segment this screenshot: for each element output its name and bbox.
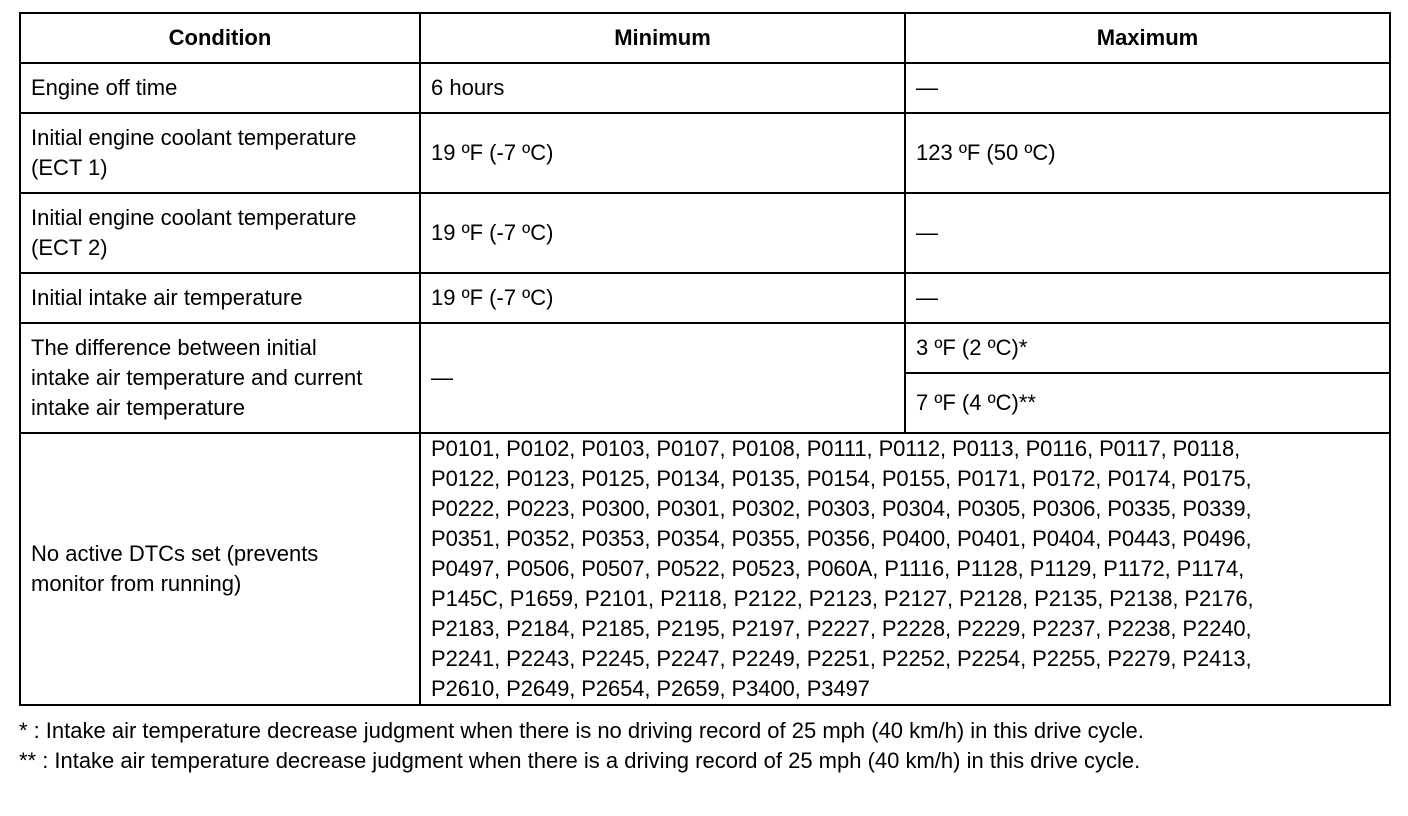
footnote-double-asterisk <box>19 746 1389 776</box>
footnotes <box>19 716 1389 776</box>
condition-line: intake air temperature and current <box>31 365 363 390</box>
condition-cell <box>20 323 420 433</box>
dtc-line: P2183, P2184, P2185, P2195, P2197, P2227, P2228, P2229, P2237, P2238, P2240, <box>431 616 1252 641</box>
header-row <box>20 13 1390 63</box>
condition-line: intake air temperature <box>31 395 245 420</box>
minimum-cell: 19 ºF (-7 ºC) <box>420 193 905 273</box>
footnote-text: Intake air temperature decrease judgment when there is a driving record of 25 mph (40 km/h) in this drive cycle. <box>54 748 1141 773</box>
footnote-mark: ** : <box>19 748 49 773</box>
dtc-line: P0351, P0352, P0353, P0354, P0355, P0356, P0400, P0401, P0404, P0443, P0496, <box>431 526 1252 551</box>
maximum-cell: — <box>905 63 1390 113</box>
dtc-line: P0222, P0223, P0300, P0301, P0302, P0303, P0304, P0305, P0306, P0335, P0339, <box>431 496 1252 521</box>
header-minimum: Minimum <box>420 13 905 63</box>
condition-line: Initial engine coolant temperature <box>31 205 357 230</box>
table-row-difference <box>20 323 1390 373</box>
condition-line: Initial engine coolant temperature <box>31 125 357 150</box>
condition-line: (ECT 2) <box>31 235 108 260</box>
maximum-cell: 123 ºF (50 ºC) <box>905 113 1390 193</box>
table-row-ect1 <box>20 113 1390 193</box>
maximum-cell-b: 7 ºF (4 ºC)** <box>905 373 1390 433</box>
table-row-intake-air <box>20 273 1390 323</box>
dtc-line: P2610, P2649, P2654, P2659, P3400, P3497 <box>431 676 870 701</box>
dtc-line: P0122, P0123, P0125, P0134, P0135, P0154, P0155, P0171, P0172, P0174, P0175, <box>431 466 1252 491</box>
condition-cell <box>20 193 420 273</box>
minimum-cell: 6 hours <box>420 63 905 113</box>
dtc-line: P0101, P0102, P0103, P0107, P0108, P0111, P0112, P0113, P0116, P0117, P0118, <box>431 436 1241 461</box>
minimum-cell: — <box>420 323 905 433</box>
condition-line: (ECT 1) <box>31 155 108 180</box>
condition-cell <box>20 433 420 705</box>
table-row-no-active-dtcs <box>20 433 1390 705</box>
condition-cell: Engine off time <box>20 63 420 113</box>
condition-line: The difference between initial <box>31 335 317 360</box>
minimum-cell: 19 ºF (-7 ºC) <box>420 113 905 193</box>
dtc-list-cell <box>420 433 1390 705</box>
condition-cell: Initial intake air temperature <box>20 273 420 323</box>
document <box>19 12 1389 776</box>
minimum-cell: 19 ºF (-7 ºC) <box>420 273 905 323</box>
condition-line: monitor from running) <box>31 571 242 596</box>
maximum-cell: — <box>905 273 1390 323</box>
condition-line: No active DTCs set (prevents <box>31 541 319 566</box>
header-maximum: Maximum <box>905 13 1390 63</box>
header-condition: Condition <box>20 13 420 63</box>
table-row-engine-off-time <box>20 63 1390 113</box>
condition-cell <box>20 113 420 193</box>
table-row-ect2 <box>20 193 1390 273</box>
dtc-line: P145C, P1659, P2101, P2118, P2122, P2123, P2127, P2128, P2135, P2138, P2176, <box>431 586 1254 611</box>
footnote-mark: * : <box>19 718 40 743</box>
maximum-cell: — <box>905 193 1390 273</box>
dtc-line: P0497, P0506, P0507, P0522, P0523, P060A, P1116, P1128, P1129, P1172, P1174, <box>431 556 1245 581</box>
footnote-text: Intake air temperature decrease judgment when there is no driving record of 25 mph (40 km/h) in this drive cycle. <box>45 718 1144 743</box>
dtc-line: P2241, P2243, P2245, P2247, P2249, P2251, P2252, P2254, P2255, P2279, P2413, <box>431 646 1252 671</box>
conditions-table <box>19 12 1391 706</box>
maximum-cell-a: 3 ºF (2 ºC)* <box>905 323 1390 373</box>
footnote-single-asterisk <box>19 716 1389 746</box>
